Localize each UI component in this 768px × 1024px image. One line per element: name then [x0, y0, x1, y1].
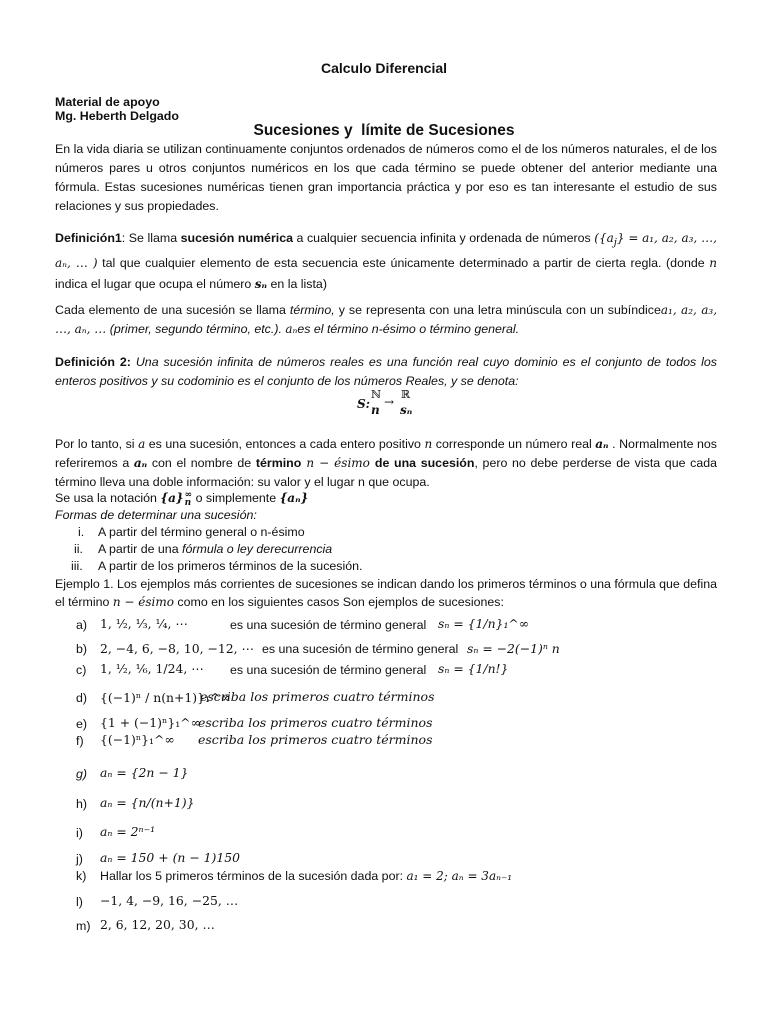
formula-reals: ℝ	[401, 388, 411, 401]
pt-4: . Normalmente nos referiremos a	[55, 437, 717, 470]
definition-2-text: Una sucesión infinita de números reales es una función real cuyo dominio es el conjunto de todos los enteros positivos y su codominio es el conjunto de los números Reales, y se denota:	[55, 355, 717, 388]
set-open: ({a	[594, 231, 614, 245]
definition-2-formula	[357, 388, 437, 422]
example-m-sequence: 2, 6, 12, 20, 30, …	[100, 917, 215, 932]
notation-m2: {aₙ}	[279, 491, 309, 505]
example-f-sequence: {(−1)ⁿ}₁^∞	[100, 732, 175, 747]
definition-1-line2b: indica el lugar que ocupa el número	[55, 277, 255, 292]
example-c-formula: sₙ = {1/n!}	[438, 661, 509, 676]
pt-nesimo: n − ésimo	[301, 456, 375, 470]
formas-item-3-num: iii.	[71, 559, 83, 573]
ejemplo-1-text: Ejemplo 1. Los ejemplos más corrientes de sucesiones se indican dando los primeros términos o una fórmula que defina el término	[55, 577, 717, 609]
set-tail: } =	[616, 231, 639, 245]
example-f-label: f)	[76, 734, 84, 748]
ejemplo-1-tail: como en los siguientes casos Son ejemplos de sucesiones:	[173, 595, 504, 609]
example-a-formula: sₙ = {1/n}₁^∞	[438, 616, 530, 631]
formula-s: S:	[357, 397, 371, 411]
example-h-label: h)	[76, 797, 88, 811]
pt-2: es una sucesión, entonces a cada entero positivo	[145, 437, 425, 451]
example-a-sequence: 1, ½, ⅓, ¼, ⋯	[100, 616, 188, 631]
material-label: Material de apoyo	[55, 95, 160, 109]
formas-item-2-num: ii.	[74, 542, 83, 556]
formula-naturals: ℕ	[371, 388, 382, 401]
element-tail: es el término n-ésimo o término general.	[297, 322, 520, 336]
example-b-sequence: 2, −4, 6, −8, 10, −12, ⋯	[100, 641, 254, 656]
element-text-a: Cada elemento de una sucesión se llama	[55, 303, 290, 317]
example-i-sequence: aₙ = 2ⁿ⁻¹	[100, 824, 156, 839]
example-c-label: c)	[76, 663, 87, 677]
pt-5: con el nombre de	[147, 456, 256, 470]
definition-1-set	[594, 231, 639, 249]
example-d-sequence: {(−1)ⁿ / n(n+1)}₁^∞	[100, 690, 231, 705]
definition-1-label: Definición1	[55, 231, 122, 245]
example-e-sequence: {1 + (−1)ⁿ}₁^∞	[100, 715, 201, 730]
example-k-label: k)	[76, 869, 87, 883]
example-k-instruction: Hallar los 5 primeros términos de la sucesión dada por:	[100, 869, 407, 883]
example-j-label: j)	[76, 852, 83, 866]
pt-desuc: de una sucesión	[374, 456, 475, 470]
pt-6: , pero no debe perderse de vista que cada término lleva una doble información: su valor y el lugar n que ocupa.	[55, 456, 718, 489]
element-paren: (primer, segundo término, etc.).	[106, 322, 286, 336]
element-termino: término,	[289, 303, 335, 317]
pt-an: aₙ	[595, 437, 609, 451]
course-title: Calculo Diferencial	[320, 60, 448, 76]
pt-n: n	[424, 437, 433, 451]
pt-3: corresponde un número real	[432, 437, 596, 451]
ejemplo-1	[55, 575, 717, 611]
example-c-sequence: 1, ½, ⅙, 1/24, ⋯	[100, 661, 204, 676]
set-sub: j	[613, 237, 617, 249]
example-l-label: l)	[76, 895, 83, 909]
portanto-paragraph	[55, 435, 717, 492]
formula-n: n	[371, 403, 380, 417]
definition-1-sequence: a₁, a₂, a₃, …, aₙ, … )	[55, 231, 717, 271]
notation-m1-body: {a}	[160, 491, 184, 505]
pt-1: Por lo tanto, si	[55, 437, 139, 451]
example-h-sequence: aₙ = {n/(n+1)}	[100, 795, 195, 810]
formas-item-3: A partir de los primeros términos de la sucesión.	[98, 559, 363, 573]
element-math: a₁, a₂, a₃, …, aₙ, …	[55, 303, 718, 336]
pt-a: a	[138, 437, 146, 451]
formas-item-2-italic: fórmula o ley derecurrencia	[182, 542, 333, 556]
example-l-sequence: −1, 4, −9, 16, −25, …	[100, 893, 239, 908]
example-e-label: e)	[76, 717, 88, 731]
definition-1-term: sucesión numérica	[180, 231, 293, 245]
definition-2	[55, 353, 717, 391]
formula-sn: sₙ	[400, 403, 413, 417]
ejemplo-1-nesimo: n − ésimo	[112, 595, 174, 609]
example-k-sequence: a₁ = 2; aₙ = 3aₙ₋₁	[406, 869, 513, 883]
definition-1-end: en la lista)	[267, 277, 327, 292]
example-b-label: b)	[76, 642, 88, 656]
example-k-text	[100, 869, 512, 883]
element-text-b: y se representa con una letra minúscula con un subíndice	[334, 303, 661, 317]
notation-m1	[160, 489, 193, 508]
document-title: Sucesiones y límite de Sucesiones	[253, 122, 515, 139]
formas-item-1-num: i.	[78, 525, 85, 539]
pt-an2: aₙ	[133, 456, 148, 470]
formula-arrow: →	[384, 395, 395, 409]
example-e-instruction: escriba los primeros cuatro términos	[198, 715, 433, 730]
formas-item-2	[98, 541, 332, 558]
element-an: aₙ	[285, 322, 298, 336]
example-d-instruction: escriba los primeros cuatro términos	[200, 689, 435, 704]
intro-paragraph: En la vida diaria se utilizan continuamente conjuntos ordenados de números como el de los números naturales, el de los números pares u otros conjuntos numéricos en los que cada término se puede obtener del anterior mediante una fórmula. Estas sucesiones numéricas tienen gran importancia práctica y por eso es tan interesante el estudio de sus relaciones y sus propiedades.	[55, 142, 717, 213]
example-m-label: m)	[76, 919, 91, 933]
example-i-label: i)	[76, 826, 83, 840]
definition-1	[55, 228, 717, 295]
notation-m1-sub: n	[184, 497, 192, 508]
author-name: Mg. Heberth Delgado	[55, 109, 179, 123]
example-f-instruction: escriba los primeros cuatro términos	[198, 732, 433, 747]
pt-termino: término	[255, 456, 302, 470]
example-g-sequence: aₙ = {2n − 1}	[100, 765, 189, 780]
example-b-text: es una sucesión de término general	[262, 642, 459, 656]
example-b-formula: sₙ = −2(−1)ⁿ n	[467, 641, 560, 656]
example-j-sequence: aₙ = 150 + (n − 1)150	[100, 850, 241, 865]
notation-m1-sup: ∞	[184, 489, 193, 500]
definition-1-text-b: a cualquier secuencia infinita y ordenada de números	[293, 231, 595, 245]
formas-title: Formas de determinar una sucesión:	[55, 508, 257, 522]
sn-symbol: sₙ	[254, 277, 268, 292]
definition-1-text: : Se llama	[121, 231, 181, 245]
example-c-text: es una sucesión de término general	[230, 663, 427, 677]
n-symbol: n	[709, 256, 717, 271]
notation-text: Se usa la notación	[55, 491, 161, 505]
notation-mid: o simplemente	[192, 491, 280, 505]
example-a-text: es una sucesión de término general	[230, 618, 427, 632]
definition-1-line2: tal que cualquier elemento de esta secuencia este únicamente determinado a partir de cierta regla. (donde	[97, 256, 710, 271]
formas-item-2-text: A partir de una	[98, 542, 183, 556]
example-g-label: g)	[76, 767, 88, 781]
definition-2-label: Definición 2:	[55, 355, 131, 369]
example-a-label: a)	[76, 618, 88, 632]
example-d-label: d)	[76, 691, 88, 705]
formas-item-1: A partir del término general o n-ésimo	[98, 525, 305, 539]
element-paragraph	[55, 301, 717, 339]
